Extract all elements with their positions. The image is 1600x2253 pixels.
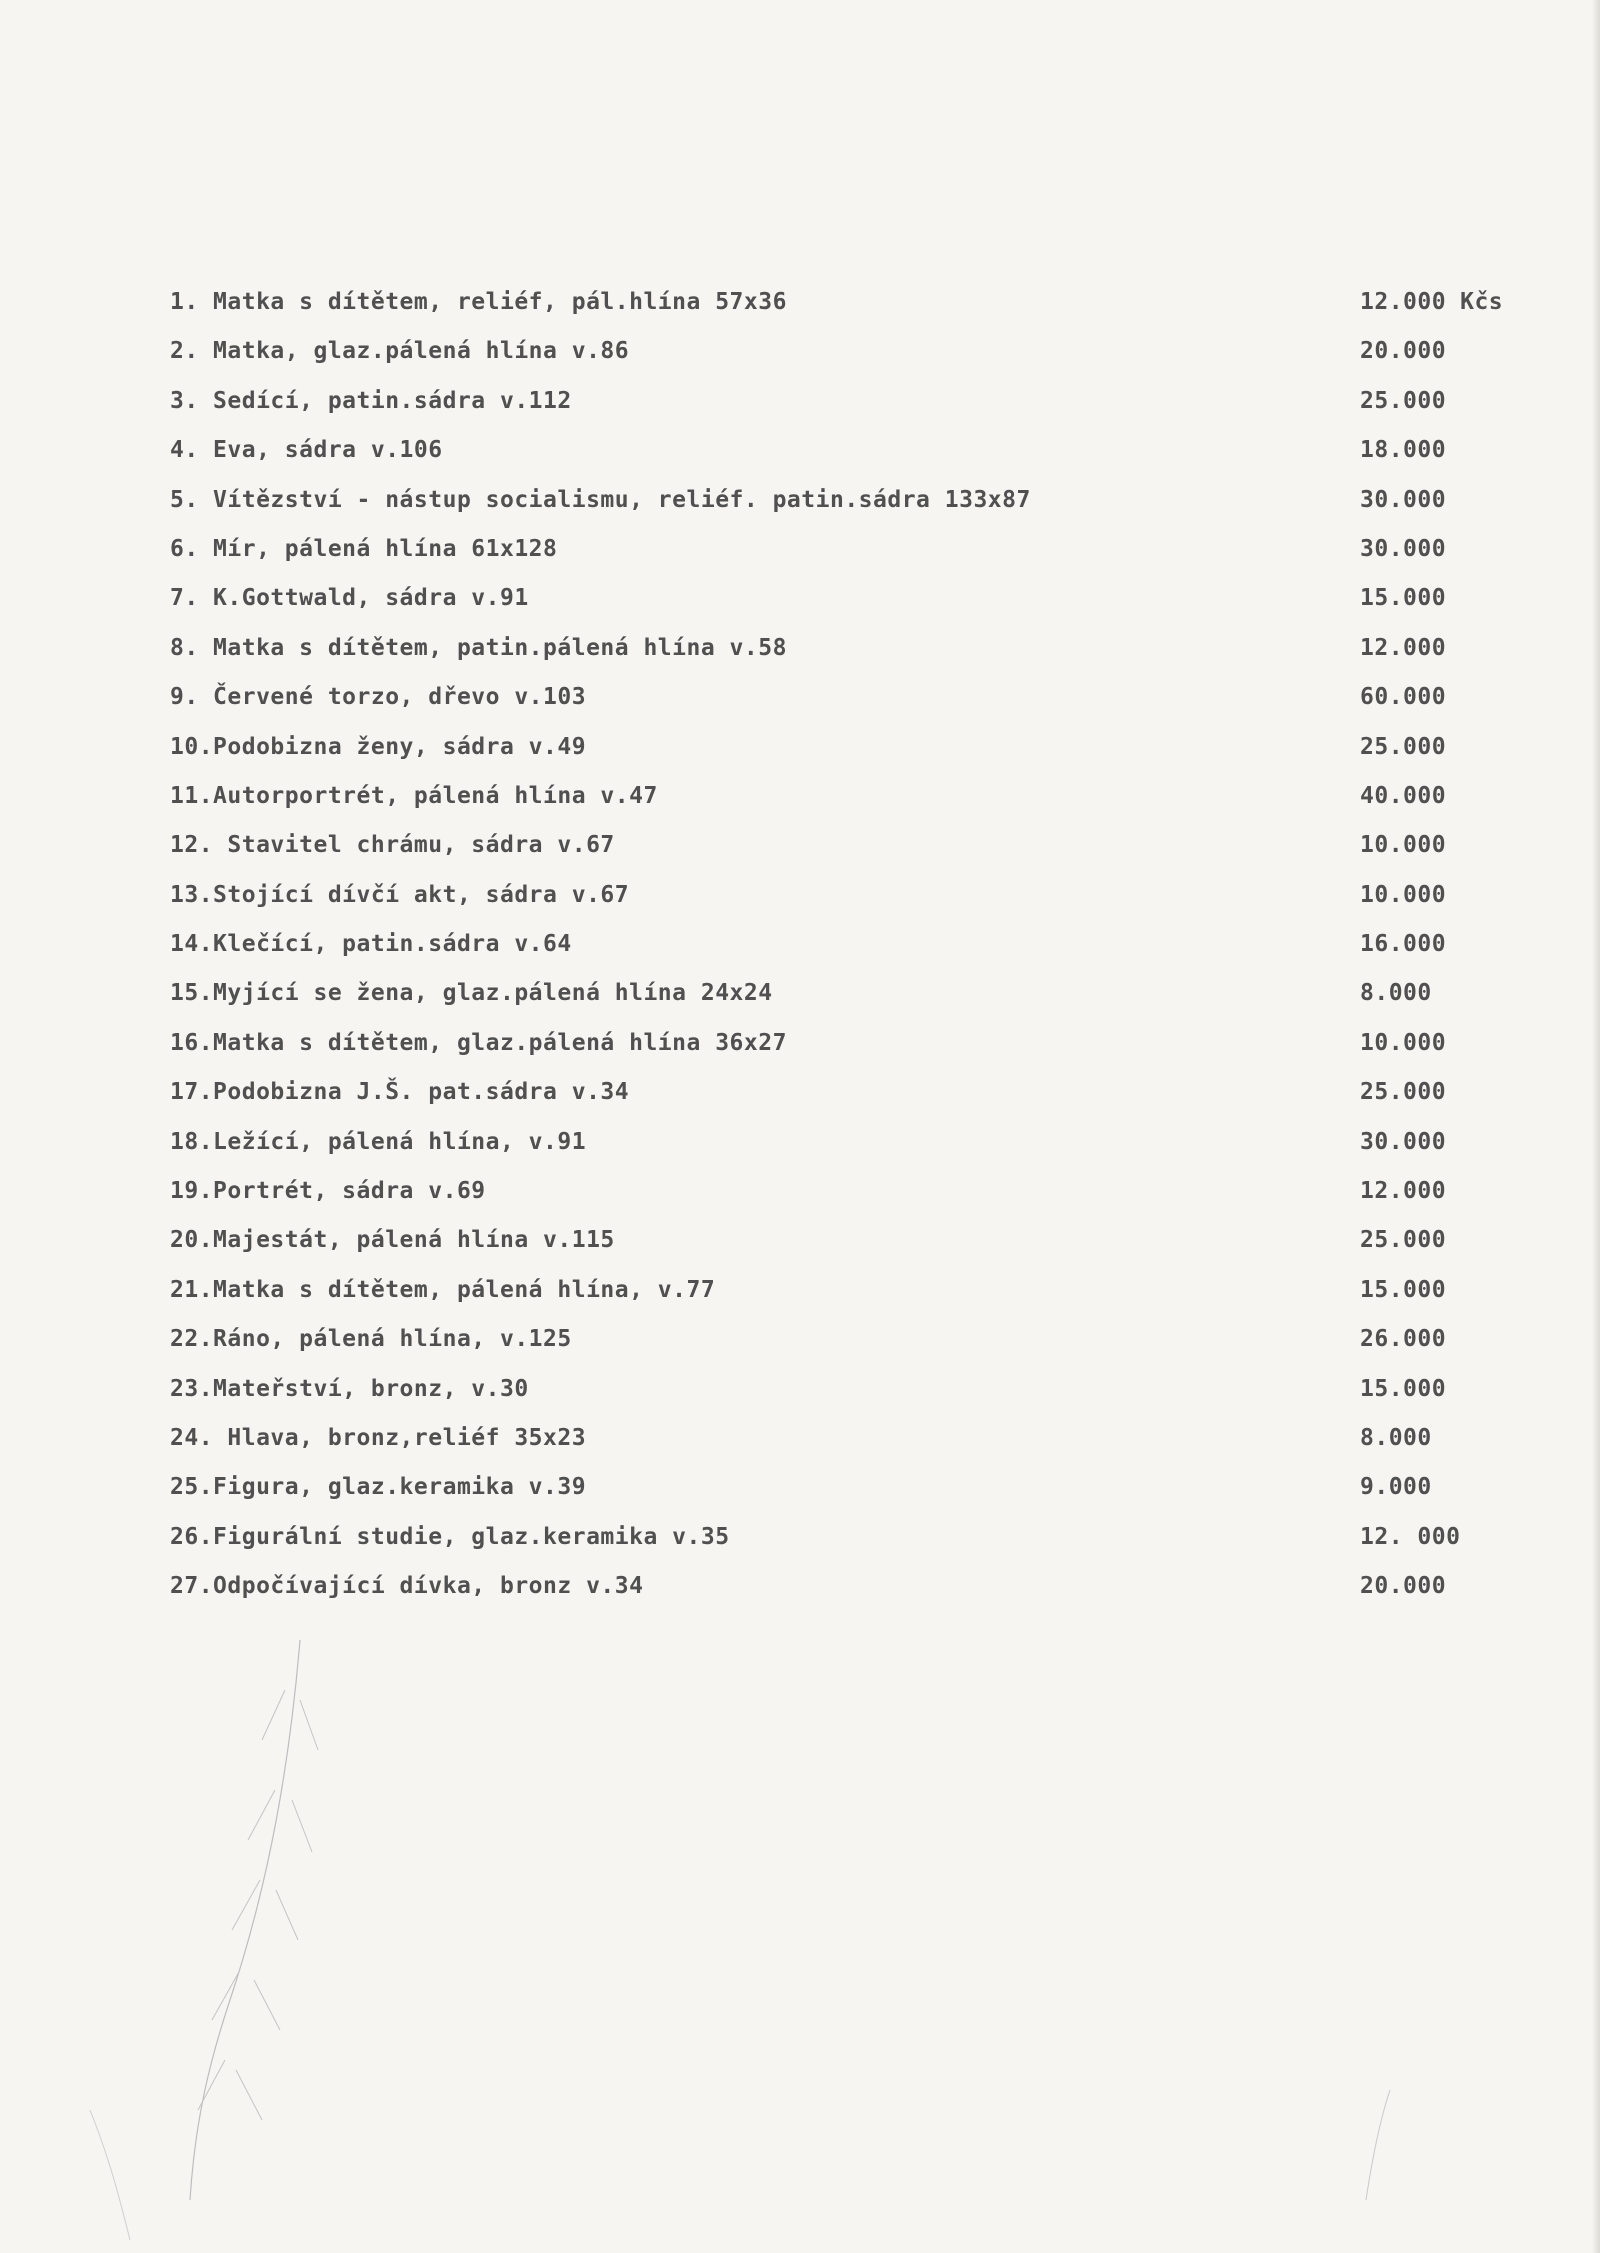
item-description: 14.Klečící, patin.sádra v.64: [170, 931, 572, 958]
item-description: 25.Figura, glaz.keramika v.39: [170, 1474, 587, 1501]
item-description: 4. Eva, sádra v.106: [170, 437, 443, 464]
item-description: 7. K.Gottwald, sádra v.91: [170, 585, 529, 612]
item-description: 13.Stojící dívčí akt, sádra v.67: [170, 881, 630, 908]
item-price: 15.000: [1360, 585, 1447, 612]
item-description: 19.Portrét, sádra v.69: [170, 1178, 486, 1205]
item-price: 15.000: [1360, 1276, 1447, 1303]
item-price: 8.000: [1360, 1424, 1432, 1451]
item-price: 12. 000: [1360, 1523, 1461, 1550]
item-price: 60.000: [1360, 684, 1447, 711]
item-description: 21.Matka s dítětem, pálená hlína, v.77: [170, 1276, 716, 1303]
item-description: 20.Majestát, pálená hlína v.115: [170, 1227, 615, 1254]
price-value: 12.000: [1360, 289, 1447, 315]
item-price: 30.000: [1360, 535, 1447, 562]
item-price: 12.000: [1360, 634, 1447, 661]
item-price: 25.000: [1360, 387, 1447, 414]
item-price: 12.000: [1360, 1178, 1447, 1205]
item-price: 15.000: [1360, 1375, 1447, 1402]
item-price: 9.000: [1360, 1474, 1432, 1501]
item-price: 10.000: [1360, 881, 1447, 908]
item-price: 10.000: [1360, 832, 1447, 859]
item-description: 10.Podobizna ženy, sádra v.49: [170, 733, 587, 760]
item-description: 27.Odpočívající dívka, bronz v.34: [170, 1573, 644, 1600]
item-description: 1. Matka s dítětem, reliéf, pál.hlína 57x36: [170, 289, 787, 315]
item-description: 15.Myjící se žena, glaz.pálená hlína 24x24: [170, 980, 773, 1007]
item-price: 10.000: [1360, 1029, 1447, 1056]
item-price: 20.000: [1360, 338, 1447, 365]
item-description: 24. Hlava, bronz,reliéf 35x23: [170, 1424, 587, 1451]
item-price: 18.000: [1360, 437, 1447, 464]
item-price: 8.000: [1360, 980, 1432, 1007]
item-price: 40.000: [1360, 782, 1447, 809]
item-price: 16.000: [1360, 931, 1447, 958]
item-description: 6. Mír, pálená hlína 61x128: [170, 535, 558, 562]
item-price: 25.000: [1360, 1079, 1447, 1106]
item-description: 8. Matka s dítětem, patin.pálená hlína v.58: [170, 634, 787, 661]
item-description: 12. Stavitel chrámu, sádra v.67: [170, 832, 615, 859]
item-description: 18.Ležící, pálená hlína, v.91: [170, 1128, 587, 1155]
currency-label: Kčs: [1460, 289, 1504, 315]
item-description: 22.Ráno, pálená hlína, v.125: [170, 1326, 572, 1353]
item-description: 17.Podobizna J.Š. pat.sádra v.34: [170, 1079, 630, 1106]
item-description: 16.Matka s dítětem, glaz.pálená hlína 36x27: [170, 1029, 787, 1056]
item-price: 30.000: [1360, 1128, 1447, 1155]
item-price: 25.000: [1360, 733, 1447, 760]
item-description: 9. Červené torzo, dřevo v.103: [170, 684, 587, 711]
item-price: 26.000: [1360, 1326, 1447, 1353]
item-description: 11.Autorportrét, pálená hlína v.47: [170, 782, 658, 809]
item-description: 2. Matka, glaz.pálená hlína v.86: [170, 338, 630, 365]
item-description: 3. Sedící, patin.sádra v.112: [170, 387, 572, 414]
item-description: 5. Vítězství - nástup socialismu, reliéf. patin.sádra 133x87: [170, 486, 1031, 513]
item-price: 20.000: [1360, 1573, 1447, 1600]
item-description: 23.Mateřství, bronz, v.30: [170, 1375, 529, 1402]
item-description: 26.Figurální studie, glaz.keramika v.35: [170, 1523, 730, 1550]
item-price: 25.000: [1360, 1227, 1447, 1254]
item-price: 30.000: [1360, 486, 1447, 513]
